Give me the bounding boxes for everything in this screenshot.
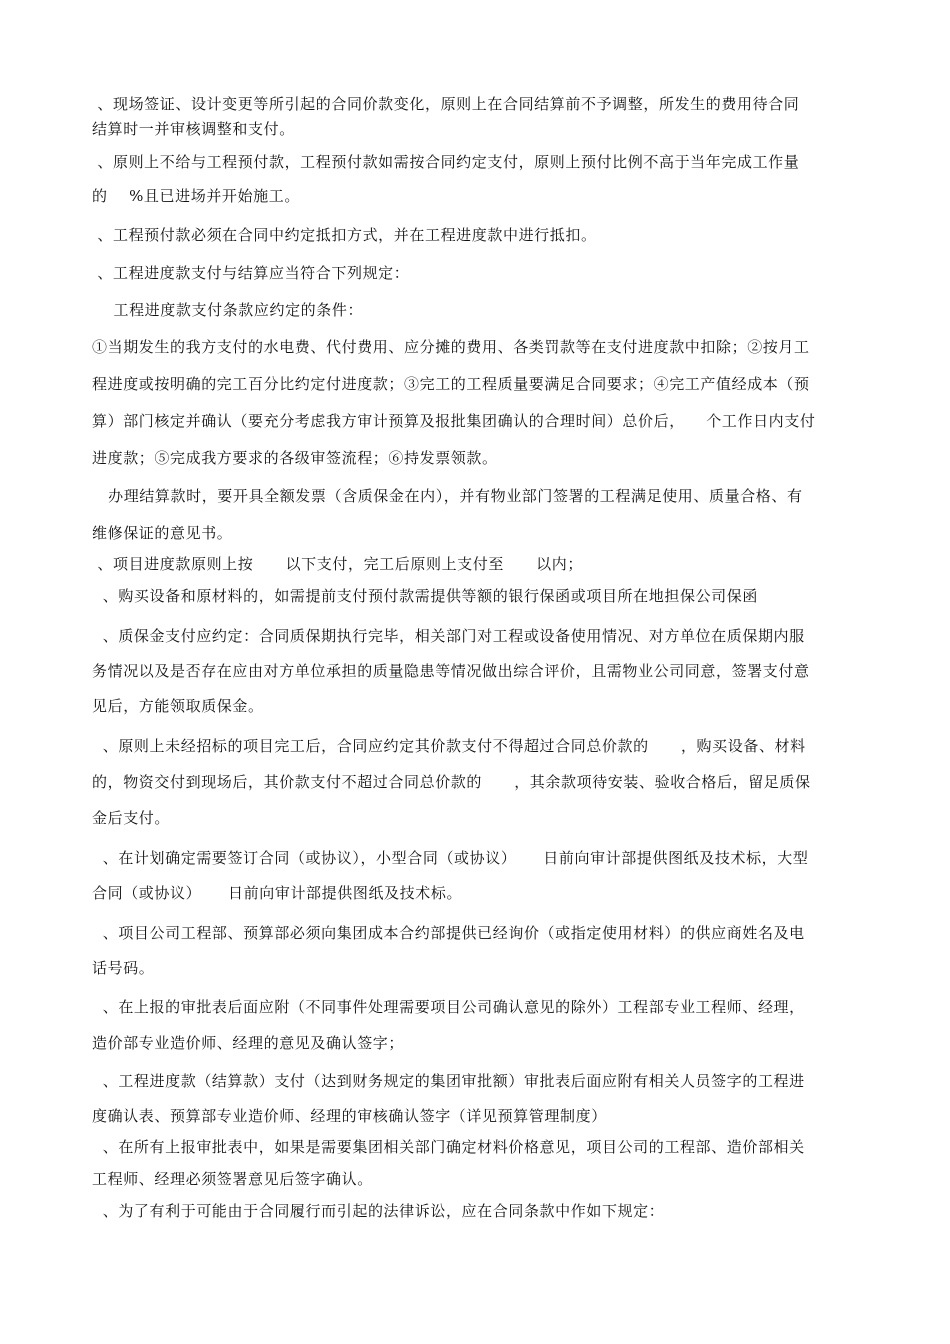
text-line: 金后支付。: [92, 809, 171, 827]
text-line: 、工程预付款必须在合同中约定抵扣方式，并在工程进度款中进行抵扣。: [92, 226, 597, 244]
text-line: 维修保证的意见书。: [92, 524, 233, 542]
text-line: 的，物资交付到现场后，其价款支付不超过合同总价款的 ，其余款项待安装、验收合格后，留足质保: [92, 773, 811, 791]
text-line: 进度款；⑤完成我方要求的各级审签流程；⑥持发票领款。: [92, 449, 498, 467]
text-line: 、项目进度款原则上按 以下支付，完工后原则上支付至 以内；: [92, 555, 583, 573]
text-line: 、现场签证、设计变更等所引起的合同价款变化，原则上在合同结算前不予调整，所发生的费用待合同: [92, 95, 800, 113]
text-line: 工程进度款支付条款应约定的条件：: [92, 301, 364, 319]
text-line: 造价部专业造价师、经理的意见及确认签字；: [92, 1034, 405, 1052]
text-line: 话号码。: [92, 959, 155, 977]
text-line: 、项目公司工程部、预算部必须向集团成本合约部提供已经询价（或指定使用材料）的供应商姓名及电: [92, 924, 805, 942]
text-line: 算）部门核定并确认（要充分考虑我方审计预算及报批集团确认的合理时间）总价后， 个工作日内支付: [92, 412, 816, 430]
text-line: 、在所有上报审批表中，如果是需要集团相关部门确定材料价格意见，项目公司的工程部、造价部相关: [92, 1138, 805, 1156]
text-line: 程进度或按明确的完工百分比约定付进度款；③完工的工程质量要满足合同要求；④完工产值经成本（预: [92, 375, 810, 393]
text-line: 、购买设备和原材料的，如需提前支付预付款需提供等额的银行保函或项目所在地担保公司保函: [92, 587, 758, 605]
text-line: 办理结算款时，要开具全额发票（含质保金在内），并有物业部门签署的工程满足使用、质量合格、有: [92, 487, 803, 505]
text-line: 、原则上不给与工程预付款，工程预付款如需按合同约定支付，原则上预付比例不高于当年完成工作量: [92, 153, 800, 171]
text-line: 、在计划确定需要签订合同（或协议），小型合同（或协议） 日前向审计部提供图纸及技术标，大型: [92, 849, 809, 867]
text-line: 、原则上未经招标的项目完工后，合同应约定其价款支付不得超过合同总价款的 ，购买设备、材料: [92, 737, 806, 755]
text-line: 、质保金支付应约定：合同质保期执行完毕，相关部门对工程或设备使用情况、对方单位在质保期内服: [92, 627, 805, 645]
text-line: 务情况以及是否存在应由对方单位承担的质量隐患等情况做出综合评价，且需物业公司同意，签署支付意: [92, 662, 810, 680]
text-line: 、工程进度款支付与结算应当符合下列规定：: [92, 264, 410, 282]
text-line: 结算时一并审核调整和支付。: [92, 120, 295, 138]
text-line: 度确认表、预算部专业造价师、经理的审核确认签字（详见预算管理制度）: [92, 1107, 607, 1125]
text-line: 的 %且已进场并开始施工。: [92, 187, 300, 205]
text-line: 工程师、经理必须签署意见后签字确认。: [92, 1170, 373, 1188]
text-line: 、在上报的审批表后面应附（不同事件处理需要项目公司确认意见的除外）工程部专业工程师、经理，: [92, 998, 805, 1016]
text-line: 合同（或协议） 日前向审计部提供图纸及技术标。: [92, 884, 463, 902]
text-line: ①当期发生的我方支付的水电费、代付费用、应分摊的费用、各类罚款等在支付进度款中扣除；②按月工: [92, 338, 810, 356]
text-line: 、为了有利于可能由于合同履行而引起的法律诉讼，应在合同条款中作如下规定：: [92, 1202, 665, 1220]
text-line: 见后，方能领取质保金。: [92, 697, 264, 715]
text-line: 、工程进度款（结算款）支付（达到财务规定的集团审批额）审批表后面应附有相关人员签字的工程进: [92, 1072, 805, 1090]
